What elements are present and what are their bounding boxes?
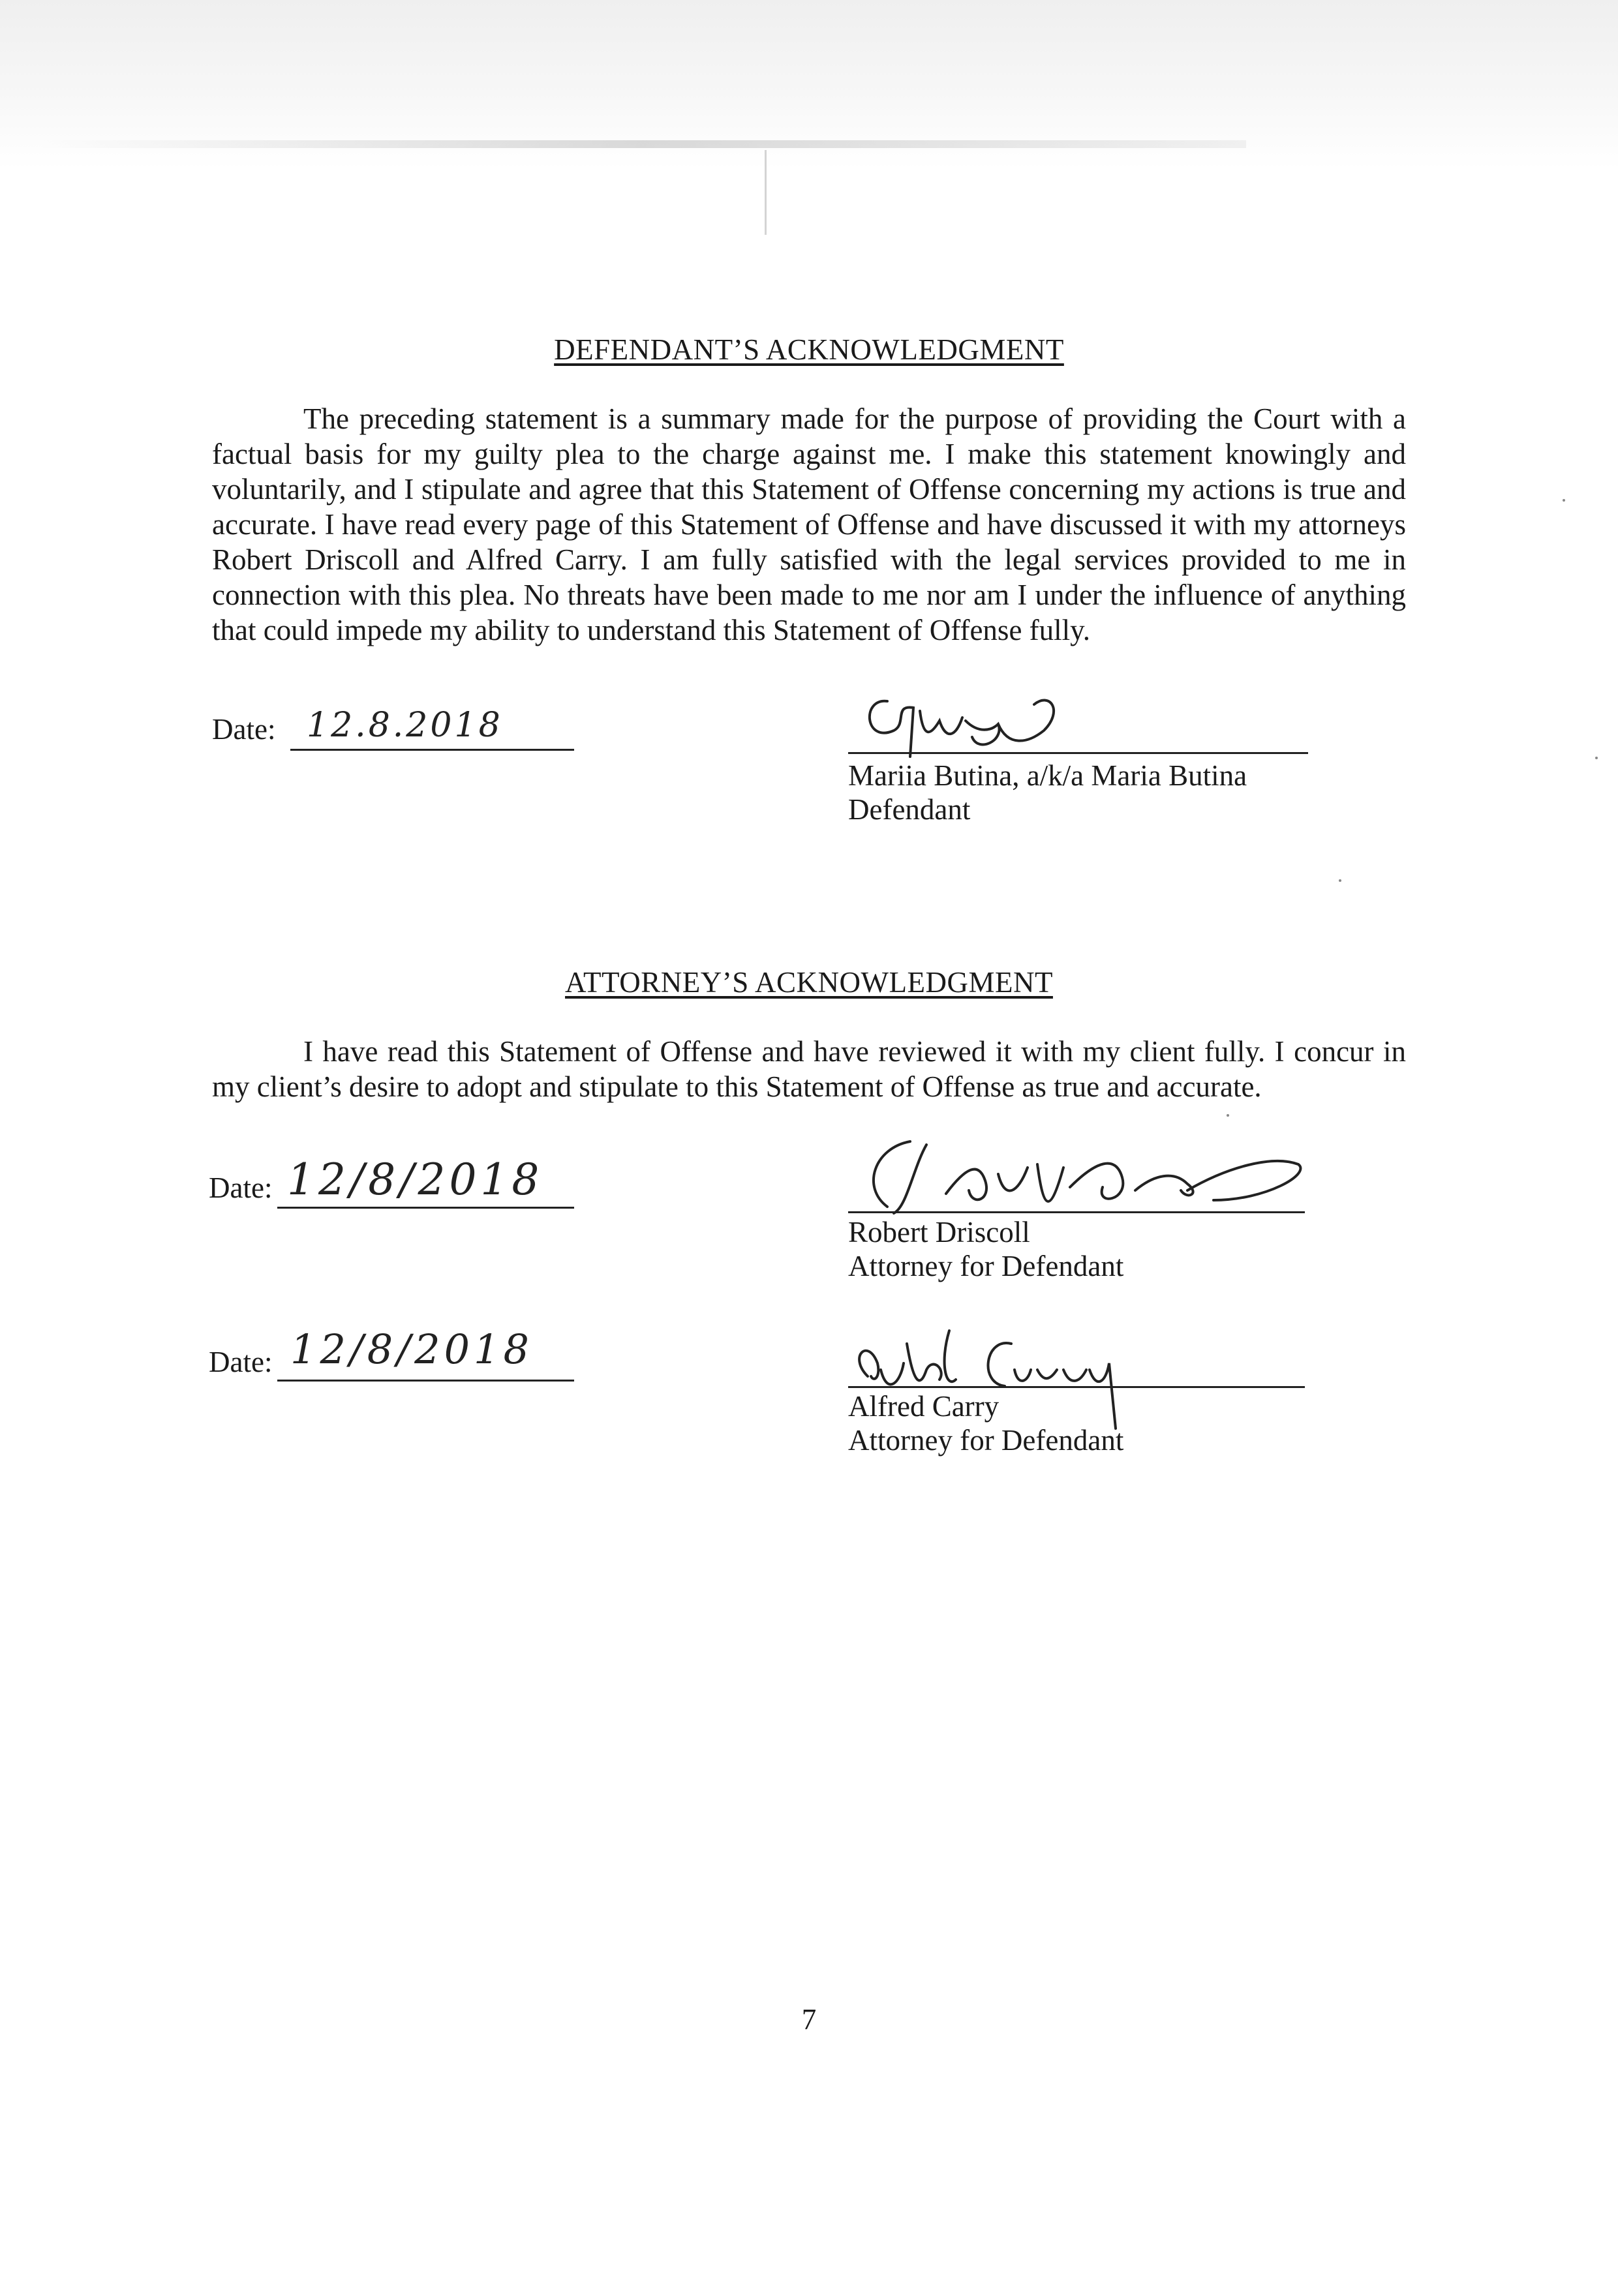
attorney2-date-line — [277, 1380, 574, 1382]
defendant-date-label: Date: — [212, 713, 276, 746]
scan-speck — [1595, 757, 1598, 759]
defendant-statement-paragraph: The preceding statement is a summary made for the purpose of providing the Court with a factual basis for my guilty plea to the charge against me. I make this statement knowingly and voluntarily, and I stipulate and agree that this Statement of Offense concerning my actions is true and accurate. I have read every page of this Statement of Offense and have discussed it with my attorneys Robert Driscoll and Alfred Carry. I am fully satisfied with the legal services provided to me in connection with this plea. No threats have been made to me nor am I under the influence of anything that could impede my ability to understand this Statement of Offense fully. — [212, 402, 1406, 646]
attorney2-name: Alfred Carry — [848, 1390, 1000, 1423]
defendant-role: Defendant — [848, 793, 971, 826]
attorney1-date-handwritten: 12/8/2018 — [287, 1155, 543, 1205]
attorney2-date-handwritten: 12/8/2018 — [290, 1325, 533, 1373]
attorney1-date-label: Date: — [209, 1171, 273, 1204]
defendant-date-handwritten: 12.8.2018 — [307, 706, 503, 745]
attorney1-signature-line — [848, 1211, 1305, 1213]
attorney1-date-line — [277, 1207, 574, 1209]
defendant-signature — [848, 685, 1096, 763]
defendant-date-line — [290, 749, 574, 751]
attorney2-role: Attorney for Defendant — [848, 1424, 1124, 1457]
attorney2-date-label: Date: — [209, 1346, 273, 1378]
defendant-signature-line — [848, 752, 1308, 754]
attorney1-role: Attorney for Defendant — [848, 1250, 1124, 1282]
scan-speck — [1227, 1114, 1229, 1117]
attorney-acknowledgment-heading: ATTORNEY’S ACKNOWLEDGMENT — [565, 966, 1053, 999]
attorney2-signature-line — [848, 1386, 1305, 1388]
attorney1-name: Robert Driscoll — [848, 1216, 1030, 1248]
defendant-name: Mariia Butina, a/k/a Maria Butina — [848, 759, 1247, 792]
scan-streak — [39, 140, 1246, 148]
scan-speck — [1563, 499, 1565, 502]
attorney-statement-paragraph: I have read this Statement of Offense and have reviewed it with my client fully. I concur in my client’s desire to adopt and stipulate to this Statement of Offense as true and accurate. — [212, 1035, 1406, 1103]
defendant-acknowledgment-heading: DEFENDANT’S ACKNOWLEDGMENT — [554, 333, 1064, 366]
scan-fold-mark — [765, 150, 767, 235]
page-number: 7 — [801, 2003, 817, 2036]
scan-speck — [1339, 879, 1341, 882]
